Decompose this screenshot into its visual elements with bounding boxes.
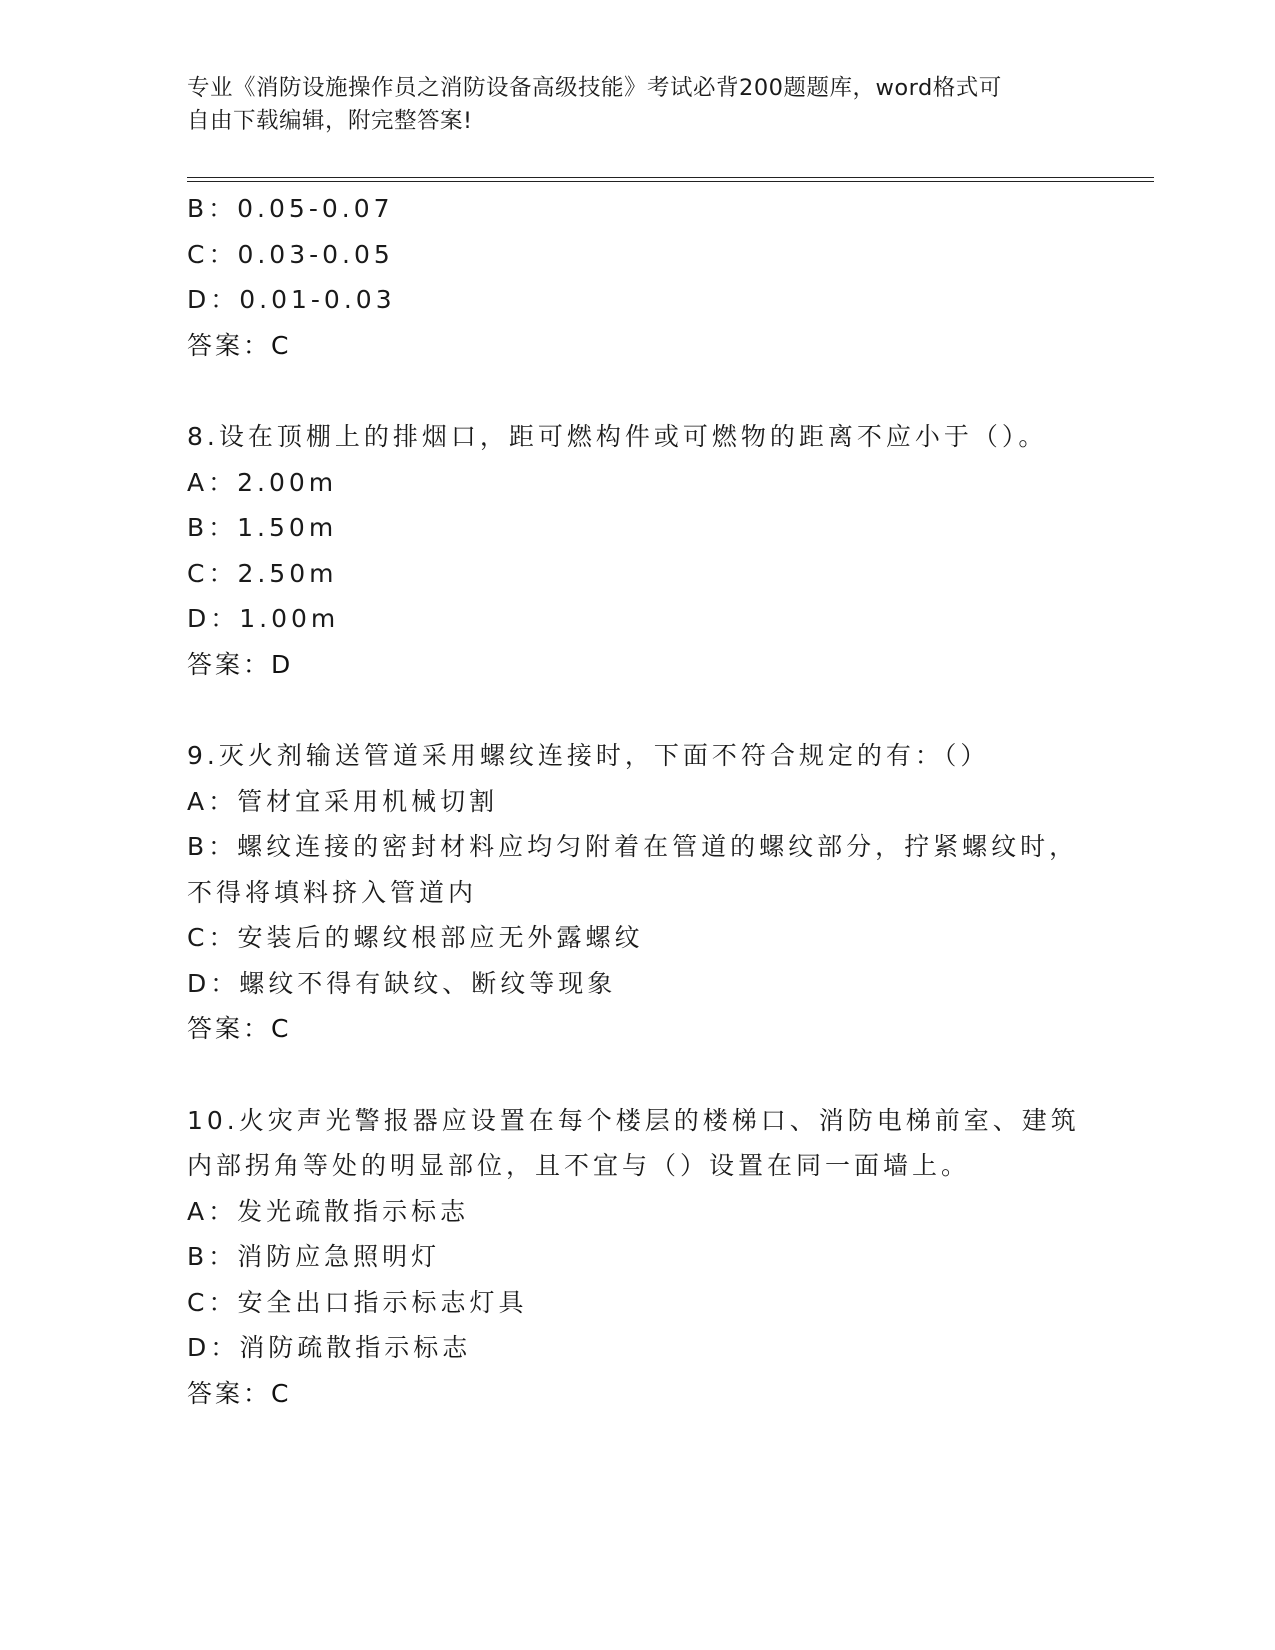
answer-line: 答案：C bbox=[187, 330, 292, 360]
question-stem-continued: 内部拐角等处的明显部位，且不宜与（）设置在同一面墙上。 bbox=[187, 1151, 971, 1180]
option-c: C：2.50m bbox=[187, 558, 338, 588]
option-b-continued: 不得将填料挤入管道内 bbox=[187, 877, 478, 907]
question-10 bbox=[187, 1098, 1087, 1417]
option-c: C：安全出口指示标志灯具 bbox=[187, 1287, 528, 1317]
option-a: A：2.00m bbox=[187, 467, 338, 497]
option-d: D：螺纹不得有缺纹、断纹等现象 bbox=[187, 968, 617, 998]
option-b: B：0.05-0.07 bbox=[187, 194, 394, 223]
header-divider-top bbox=[187, 177, 1154, 178]
option-a: A：管材宜采用机械切割 bbox=[187, 786, 499, 816]
question-7-continued bbox=[187, 186, 1087, 368]
option-d: D：1.00m bbox=[187, 604, 340, 633]
option-b: B：螺纹连接的密封材料应均匀附着在管道的螺纹部分，拧紧螺纹时， bbox=[187, 832, 1079, 861]
spacer bbox=[187, 368, 1087, 414]
option-d: D：消防疏散指示标志 bbox=[187, 1333, 472, 1362]
option-c: C：0.03-0.05 bbox=[187, 239, 394, 269]
option-b: B：消防应急照明灯 bbox=[187, 1242, 441, 1271]
option-b: B：1.50m bbox=[187, 513, 338, 542]
option-d: D：0.01-0.03 bbox=[187, 285, 396, 314]
answer-line: 答案：C bbox=[187, 1378, 292, 1408]
header-divider-bottom bbox=[187, 181, 1154, 182]
question-stem: 8.设在顶棚上的排烟口，距可燃构件或可燃物的距离不应小于（）。 bbox=[187, 422, 1048, 451]
spacer bbox=[187, 1052, 1087, 1098]
question-9 bbox=[187, 733, 1087, 1052]
header-line-1: 专业《消防设施操作员之消防设备高级技能》考试必背200题题库，word格式可 bbox=[187, 75, 1002, 101]
header-line-2: 自由下载编辑，附完整答案! bbox=[187, 108, 473, 134]
question-content bbox=[187, 186, 1087, 1416]
answer-line: 答案：C bbox=[187, 1014, 292, 1043]
question-stem: 10.火灾声光警报器应设置在每个楼层的楼梯口、消防电梯前室、建筑 bbox=[187, 1105, 1080, 1135]
question-8 bbox=[187, 414, 1087, 687]
document-header bbox=[187, 72, 1067, 138]
spacer bbox=[187, 687, 1087, 733]
answer-line: 答案：D bbox=[187, 649, 294, 679]
option-a: A：发光疏散指示标志 bbox=[187, 1196, 470, 1226]
question-stem: 9.灭火剂输送管道采用螺纹连接时，下面不符合规定的有：（） bbox=[187, 741, 990, 770]
option-c: C：安装后的螺纹根部应无外露螺纹 bbox=[187, 923, 644, 952]
